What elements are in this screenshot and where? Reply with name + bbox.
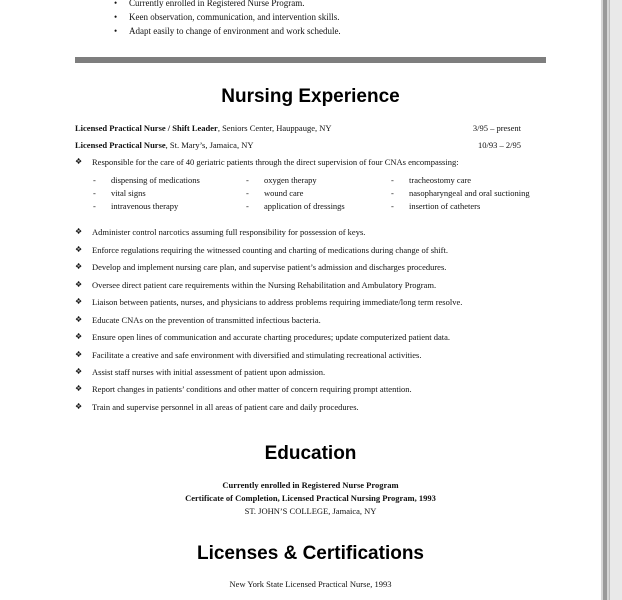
license-line-1: New York State Licensed Practical Nurse, 1993 (229, 579, 392, 589)
diamond-bullet-icon: ❖ (75, 297, 83, 306)
education-line-2: Certificate of Completion, Licensed Practical Nursing Program, 1993 (185, 493, 436, 503)
licenses-heading: Licenses & Certifications (196, 543, 425, 564)
diamond-bullet-icon: ❖ (75, 350, 83, 359)
diamond-bullet-icon: ❖ (75, 315, 83, 324)
education-heading: Education (264, 443, 357, 464)
page-edge (603, 0, 607, 600)
education-line-1: Currently enrolled in Registered Nurse Program (222, 480, 399, 490)
diamond-bullet-icon: ❖ (75, 367, 83, 376)
section-divider (75, 57, 546, 63)
resume-page: • Currently enrolled in Registered Nurse Program. • Keen observation, communication, and intervention skills. • Adapt easily to change of environment and work schedule. Nursing Experience Licensed Practical Nurse / Shift Leader, Seniors Center, Hauppauge, NY 3/95 – present Licensed Practical Nurse, St. Mary’s, Jamaica, NY 10/93 – 2/95 ❖ Responsible for the care of 40 geriatric patients through the direct supervision of four CNAs encompassing: - dispensing of medications - vital signs - intravenous therapy - oxygen therapy - wound care - application of dressings - tracheostomy care - nasopharyngeal and oral suctioning - insertion of catheters ❖ Administer control narcotics assuming full responsibility for possession of keys. ❖ Enforce regulations requiring the witnessed counting and charting of medications during change of shift. ❖ Develop and implement nursing care plan, and supervise patient’s admission and discharges procedures. ❖ Oversee direct patient care requirements within the Nursing Rehabilitation and Ambulatory Program. ❖ Liaison between patients, nurses, and physicians to address problems requiring immediate/long term resolve. ❖ Educate CNAs on the prevention of transmitted infectious bacteria. ❖ Ensure open lines of communication and accurate charting procedures; update computerized patient data. ❖ Facilitate a creative and safe environment with diversified and stimulating recreational activities. ❖ Assist staff nurses with initial assessment of patient upon admission. ❖ Report changes in patients’ conditions and other matter of concern requiring prompt attention. ❖ Train and supervise personnel in all areas of patient care and daily procedures. Education Currently enrolled in Registered Nurse Program Certificate of Completion, Licensed Practical Nursing Program, 1993 ST. JOHN’S COLLEGE, Jamaica, NY Licenses & Certifications New York State Licensed Practical Nurse, 1993 (0, 0, 601, 600)
diamond-bullet-icon: ❖ (75, 402, 83, 411)
job-1: Licensed Practical Nurse / Shift Leader, Seniors Center, Hauppauge, NY (75, 123, 332, 133)
job-2-dates: 10/93 – 2/95 (478, 140, 521, 150)
diamond-bullet-icon: ❖ (75, 280, 83, 289)
diamond-bullet-icon: ❖ (75, 332, 83, 341)
scrollbar[interactable] (609, 0, 622, 600)
education-line-3: ST. JOHN’S COLLEGE, Jamaica, NY (244, 506, 377, 516)
diamond-bullet-icon: ❖ (75, 262, 83, 271)
job-2: Licensed Practical Nurse, St. Mary’s, Jamaica, NY (75, 140, 254, 150)
job-1-dates: 3/95 – present (472, 123, 521, 133)
diamond-bullet-icon: ❖ (75, 245, 83, 254)
diamond-bullet-icon: ❖ (75, 227, 83, 236)
diamond-bullet-icon: ❖ (75, 384, 83, 393)
diamond-bullet-icon: ❖ (75, 157, 83, 166)
experience-heading: Nursing Experience (221, 86, 400, 107)
